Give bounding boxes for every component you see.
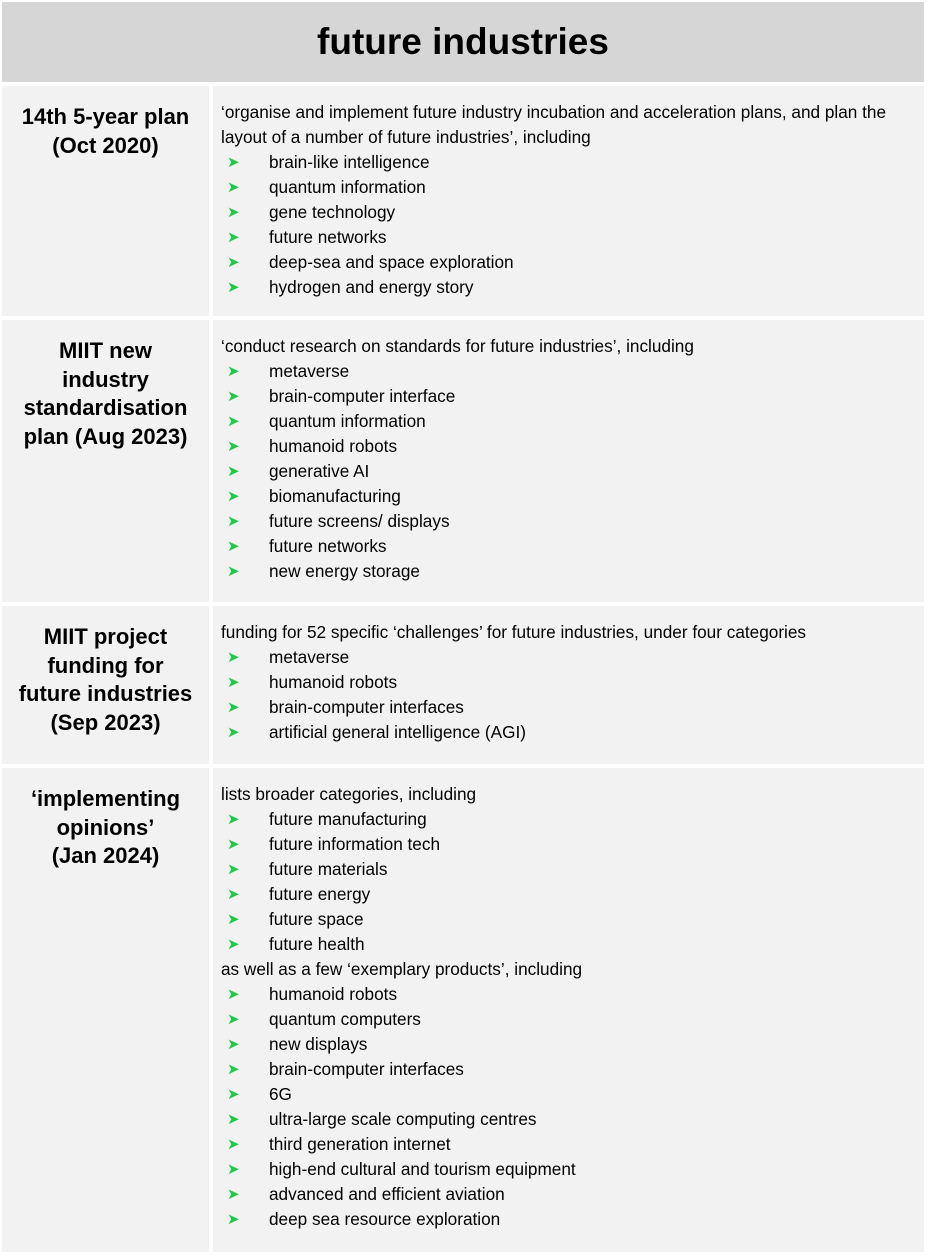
list-item-text: humanoid robots <box>269 436 398 456</box>
list-item-text: 6G <box>269 1084 292 1104</box>
arrowhead-bullet-icon: ➤ <box>227 563 240 580</box>
arrowhead-bullet-icon: ➤ <box>227 699 240 716</box>
arrowhead-bullet-icon: ➤ <box>227 279 240 296</box>
arrowhead-bullet-icon: ➤ <box>227 179 240 196</box>
list-item-text: future networks <box>269 536 387 556</box>
row-heading <box>2 86 209 316</box>
list-item-text: deep sea resource exploration <box>269 1209 501 1229</box>
list-item <box>221 932 914 957</box>
arrowhead-bullet-icon: ➤ <box>227 811 240 828</box>
list-item-text: future manufacturing <box>269 809 427 829</box>
list-item <box>221 459 914 484</box>
list-item-text: high-end cultural and tourism equipment <box>269 1159 576 1179</box>
list-item-text: future networks <box>269 227 387 247</box>
row-content <box>213 86 924 316</box>
list-item-text: new energy storage <box>269 561 420 581</box>
list-item-text: brain-computer interface <box>269 386 456 406</box>
arrowhead-bullet-icon: ➤ <box>227 513 240 530</box>
list-item <box>221 250 914 275</box>
list-item-text: quantum computers <box>269 1009 421 1029</box>
intro-text: ‘organise and implement future industry incubation and acceleration plans, and plan the layout of a number of future industries’, including <box>221 102 887 147</box>
arrowhead-bullet-icon: ➤ <box>227 388 240 405</box>
row-heading <box>2 606 209 764</box>
list-item-text: future screens/ displays <box>269 511 450 531</box>
intro-text: funding for 52 specific ‘challenges’ for future industries, under four categories <box>221 622 807 642</box>
bullet-list <box>221 150 914 300</box>
list-item <box>221 1057 914 1082</box>
arrowhead-bullet-icon: ➤ <box>227 204 240 221</box>
row-heading-line: (Jan 2024) <box>51 843 160 868</box>
row-content <box>213 768 924 1252</box>
row-heading-line: 14th 5-year plan <box>21 104 190 129</box>
arrowhead-bullet-icon: ➤ <box>227 363 240 380</box>
row-heading-line: (Oct 2020) <box>52 132 159 158</box>
list-item <box>221 982 914 1007</box>
list-item <box>221 907 914 932</box>
intro-text: as well as a few ‘exemplary products’, including <box>221 959 583 979</box>
list-item <box>221 275 914 300</box>
arrowhead-bullet-icon: ➤ <box>227 1136 240 1153</box>
list-item-text: gene technology <box>269 202 396 222</box>
arrowhead-bullet-icon: ➤ <box>227 861 240 878</box>
list-item <box>221 832 914 857</box>
list-item-text: future energy <box>269 884 371 904</box>
bullet-list <box>221 982 914 1232</box>
arrowhead-bullet-icon: ➤ <box>227 488 240 505</box>
row-heading-line: plan (Aug 2023) <box>23 423 188 449</box>
row-heading-line: industry <box>62 366 149 392</box>
table-row <box>2 86 924 316</box>
list-item <box>221 384 914 409</box>
list-item <box>221 1207 914 1232</box>
list-item <box>221 534 914 559</box>
list-item <box>221 1182 914 1207</box>
arrowhead-bullet-icon: ➤ <box>227 674 240 691</box>
list-item <box>221 882 914 907</box>
bullet-list <box>221 645 914 745</box>
list-item <box>221 1157 914 1182</box>
row-heading-line: (Sep 2023) <box>50 709 161 735</box>
list-item <box>221 807 914 832</box>
list-item <box>221 509 914 534</box>
list-item-text: quantum information <box>269 411 426 431</box>
list-item-text: biomanufacturing <box>269 486 401 506</box>
list-item-text: humanoid robots <box>269 984 398 1004</box>
page-title: future industries <box>317 21 609 62</box>
row-heading <box>2 320 209 602</box>
list-item <box>221 1132 914 1157</box>
list-item <box>221 1082 914 1107</box>
list-item-text: future information tech <box>269 834 441 854</box>
list-item-text: quantum information <box>269 177 426 197</box>
list-item-text: hydrogen and energy story <box>269 277 474 297</box>
table-row <box>2 320 924 602</box>
arrowhead-bullet-icon: ➤ <box>227 1186 240 1203</box>
row-heading-line: funding for <box>47 652 164 678</box>
arrowhead-bullet-icon: ➤ <box>227 836 240 853</box>
list-item <box>221 175 914 200</box>
list-item-text: metaverse <box>269 647 350 667</box>
list-item <box>221 559 914 584</box>
arrowhead-bullet-icon: ➤ <box>227 1061 240 1078</box>
arrowhead-bullet-icon: ➤ <box>227 1211 240 1228</box>
row-content <box>213 320 924 602</box>
arrowhead-bullet-icon: ➤ <box>227 1036 240 1053</box>
intro-text: lists broader categories, including <box>221 784 477 804</box>
list-item <box>221 484 914 509</box>
list-item <box>221 857 914 882</box>
row-heading-line: opinions’ <box>56 814 155 840</box>
list-item-text: new displays <box>269 1034 368 1054</box>
row-content <box>213 606 924 764</box>
arrowhead-bullet-icon: ➤ <box>227 936 240 953</box>
list-item <box>221 645 914 670</box>
list-item-text: generative AI <box>269 461 370 481</box>
table-header <box>2 2 924 82</box>
list-item-text: humanoid robots <box>269 672 398 692</box>
list-item-text: brain-like intelligence <box>269 152 430 172</box>
arrowhead-bullet-icon: ➤ <box>227 413 240 430</box>
list-item <box>221 1007 914 1032</box>
arrowhead-bullet-icon: ➤ <box>227 254 240 271</box>
list-item-text: third generation internet <box>269 1134 451 1154</box>
list-item <box>221 359 914 384</box>
arrowhead-bullet-icon: ➤ <box>227 438 240 455</box>
arrowhead-bullet-icon: ➤ <box>227 1086 240 1103</box>
list-item <box>221 720 914 745</box>
arrowhead-bullet-icon: ➤ <box>227 154 240 171</box>
list-item <box>221 200 914 225</box>
bullet-list <box>221 807 914 957</box>
list-item-text: deep-sea and space exploration <box>269 252 514 272</box>
arrowhead-bullet-icon: ➤ <box>227 911 240 928</box>
arrowhead-bullet-icon: ➤ <box>227 1111 240 1128</box>
list-item <box>221 225 914 250</box>
row-heading-line: future industries <box>18 681 193 706</box>
list-item <box>221 150 914 175</box>
bullet-list <box>221 359 914 584</box>
list-item-text: future health <box>269 934 365 954</box>
list-item-text: artificial general intelligence (AGI) <box>269 722 526 742</box>
list-item-text: brain-computer interfaces <box>269 1059 464 1079</box>
arrowhead-bullet-icon: ➤ <box>227 463 240 480</box>
list-item <box>221 1032 914 1057</box>
list-item <box>221 670 914 695</box>
arrowhead-bullet-icon: ➤ <box>227 1161 240 1178</box>
table-row <box>2 768 924 1252</box>
list-item-text: brain-computer interfaces <box>269 697 464 717</box>
arrowhead-bullet-icon: ➤ <box>227 1011 240 1028</box>
list-item <box>221 695 914 720</box>
arrowhead-bullet-icon: ➤ <box>227 724 240 741</box>
row-heading-line: MIIT project <box>43 624 168 649</box>
row-heading-line: MIIT new <box>59 338 152 363</box>
list-item <box>221 1107 914 1132</box>
row-heading-line: ‘implementing <box>30 786 181 811</box>
list-item <box>221 434 914 459</box>
list-item-text: ultra-large scale computing centres <box>269 1109 537 1129</box>
arrowhead-bullet-icon: ➤ <box>227 229 240 246</box>
row-heading-line: standardisation <box>23 395 188 420</box>
list-item-text: future materials <box>269 859 388 879</box>
intro-text: ‘conduct research on standards for future industries’, including <box>221 336 694 356</box>
list-item-text: advanced and efficient aviation <box>269 1184 505 1204</box>
list-item-text: metaverse <box>269 361 350 381</box>
arrowhead-bullet-icon: ➤ <box>227 886 240 903</box>
arrowhead-bullet-icon: ➤ <box>227 986 240 1003</box>
row-heading <box>2 768 209 1252</box>
arrowhead-bullet-icon: ➤ <box>227 649 240 666</box>
arrowhead-bullet-icon: ➤ <box>227 538 240 555</box>
list-item <box>221 409 914 434</box>
table-row <box>2 606 924 764</box>
list-item-text: future space <box>269 909 364 929</box>
